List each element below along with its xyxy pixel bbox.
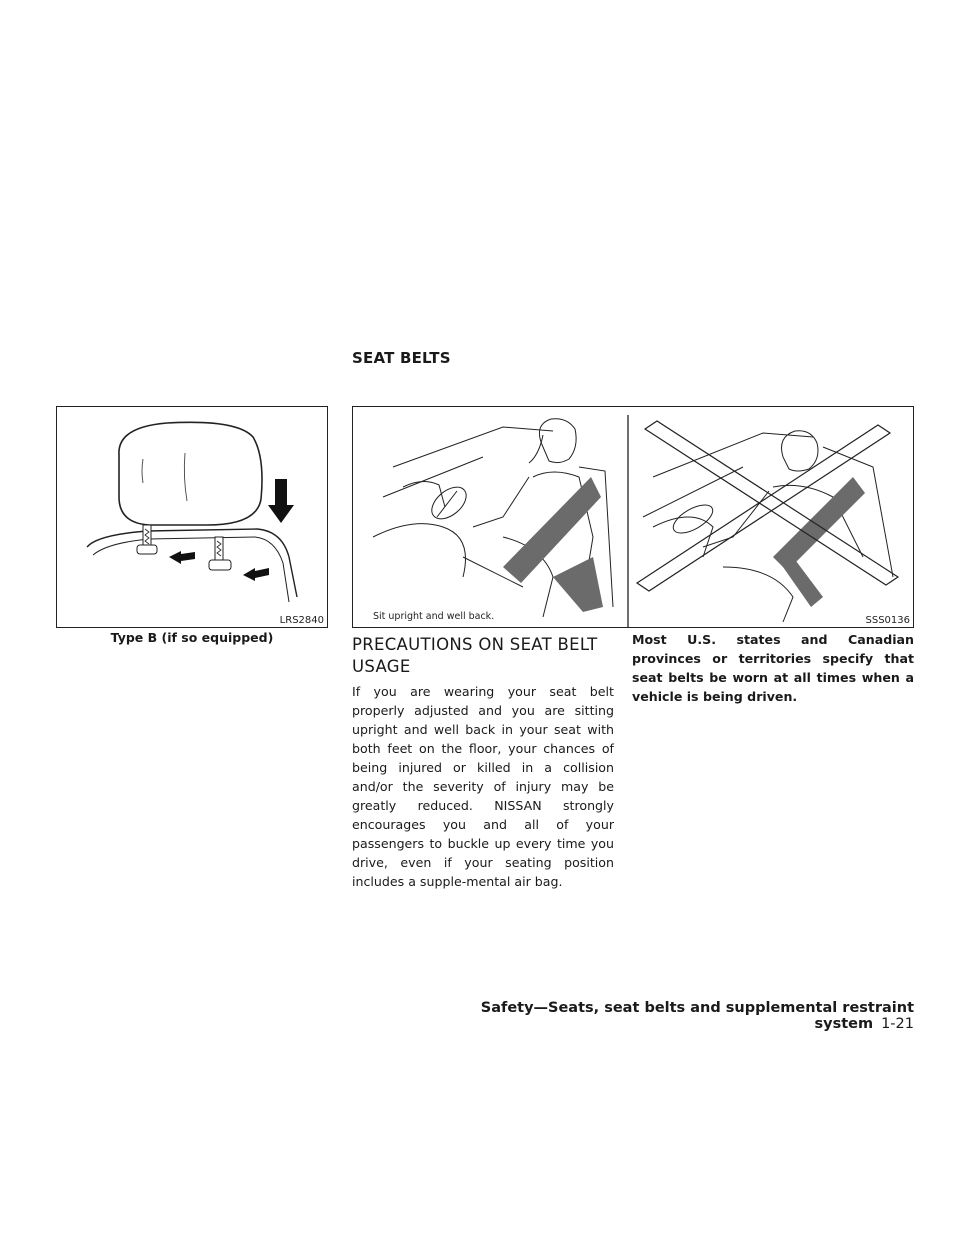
figure-caption-left: Type B (if so equipped) xyxy=(110,630,274,645)
page-footer xyxy=(420,1000,914,1032)
head-restraint-illustration xyxy=(57,407,327,627)
seating-position-illustration xyxy=(353,407,913,627)
figure-seating-position xyxy=(352,406,914,628)
body-paragraph: If you are wearing your seat belt properly adjusted and you are sitting upright and well back in your seat with both feet on the floor, your chances of being injured or killed in a collision and/or the severity of injury may be greatly reduced. NISSAN strongly encourages you and all of your passengers to buckle up every time you drive, even if your seating position includes a supple-mental air bag. xyxy=(352,684,614,889)
section-header: SEAT BELTS xyxy=(352,349,451,367)
bold-note: Most U.S. states and Canadian provinces or territories specify that seat belts be worn at all times when a vehicle is being driven. xyxy=(632,632,914,704)
footer-page-number: 1-21 xyxy=(881,1016,914,1032)
section-heading: PRECAUTIONS ON SEAT BELT USAGE xyxy=(352,635,598,676)
figure-head-restraint xyxy=(56,406,328,628)
panel-label-correct: Sit upright and well back. xyxy=(373,611,495,622)
footer-chapter: Safety—Seats, seat belts and supplemental restraint system xyxy=(480,1000,914,1032)
figure-code-right: SSS0136 xyxy=(865,615,910,626)
figure-code-left: LRS2840 xyxy=(279,615,324,626)
